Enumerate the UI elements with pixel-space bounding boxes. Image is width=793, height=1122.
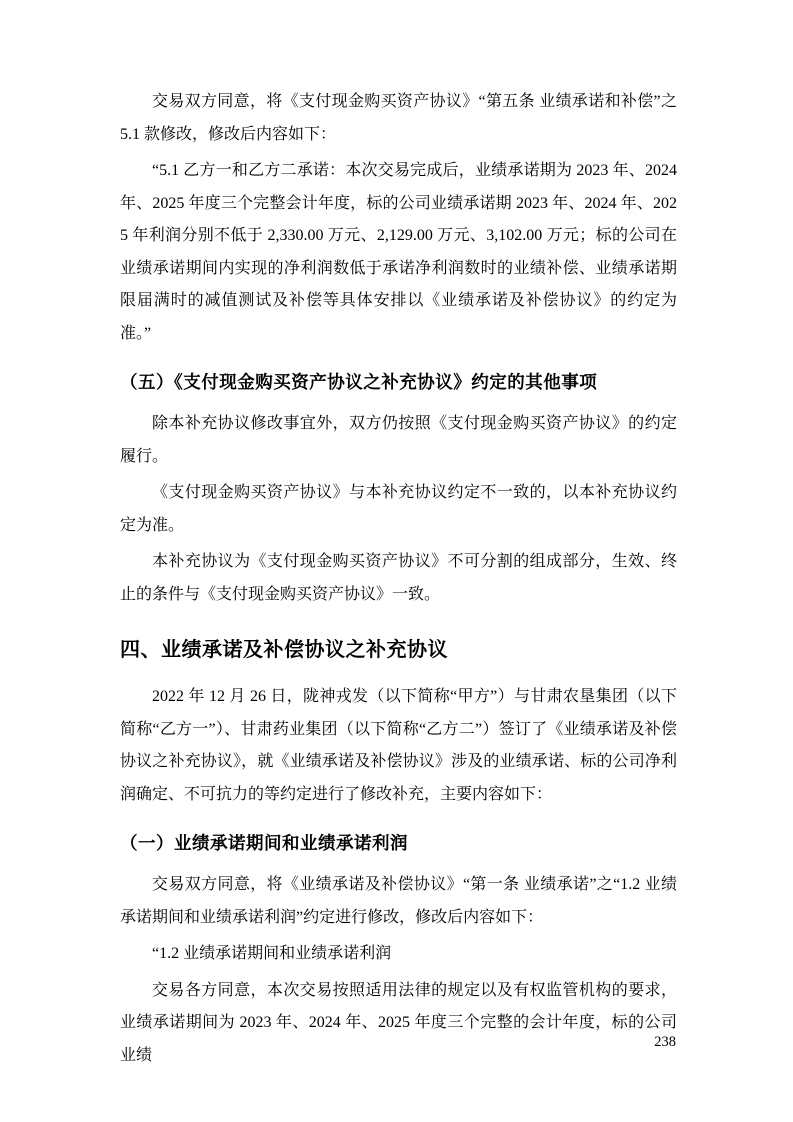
- paragraph-clause-5-1: “5.1 乙方一和乙方二承诺：本次交易完成后，业绩承诺期为 2023 年、2024 年、2025 年度三个完整会计年度，标的公司业绩承诺期 2023 年、2024 年、2025 年利润分别不低于 2,330.00 万元、2,129.00 万元、3,102.00 万元；标的公司在业绩承诺期间内实现的净利润数低于承诺净利润数时的业绩补偿、业绩承诺期限届满时的减值测试及补偿等具体安排以《业绩承诺及补偿协议》的约定为准。”: [120, 162, 677, 342]
- paragraph-other-matters-1: 除本补充协议修改事宜外，双方仍按照《支付现金购买资产协议》的约定履行。: [120, 415, 677, 465]
- section-heading-one: （一）业绩承诺期间和业绩承诺利润: [120, 833, 408, 853]
- section-heading-five: （五）《支付现金购买资产协议之补充协议》约定的其他事项: [120, 372, 598, 392]
- paragraph-amend-intro: 交易双方同意，将《支付现金购买资产协议》“第五条 业绩承诺和补偿”之 5.1 款修改，修改后内容如下：: [120, 93, 677, 143]
- paragraph-commitment-period: 交易各方同意，本次交易按照适用法律的规定以及有权监管机构的要求，业绩承诺期间为 2023 年、2024 年、2025 年度三个完整的会计年度，标的公司业绩: [120, 981, 677, 1064]
- page-number: 238: [654, 1034, 676, 1050]
- paragraph-other-matters-3: 本补充协议为《支付现金购买资产协议》不可分割的组成部分，生效、终止的条件与《支付现金购买资产协议》一致。: [120, 553, 677, 603]
- paragraph-agreement-signing: 2022 年 12 月 26 日，陇神戎发（以下简称“甲方”）与甘肃农垦集团（以下简称“乙方一”）、甘肃药业集团（以下简称“乙方二”）签订了《业绩承诺及补偿协议之补充协议》，就《业绩承诺及补偿协议》涉及的业绩承诺、标的公司净利润确定、不可抗力的等约定进行了修改补充，主要内容如下：: [120, 688, 677, 803]
- paragraph-clause-1-2-title: “1.2 业绩承诺期间和业绩承诺利润: [152, 945, 392, 962]
- paragraph-commitment-intro: 交易双方同意，将《业绩承诺及补偿协议》“第一条 业绩承诺”之“1.2 业绩承诺期间和业绩承诺利润”约定进行修改，修改后内容如下：: [120, 876, 677, 926]
- paragraph-other-matters-2: 《支付现金购买资产协议》与本补充协议约定不一致的，以本补充协议约定为准。: [120, 484, 677, 534]
- chapter-heading-four: 四、业绩承诺及补偿协议之补充协议: [120, 639, 448, 661]
